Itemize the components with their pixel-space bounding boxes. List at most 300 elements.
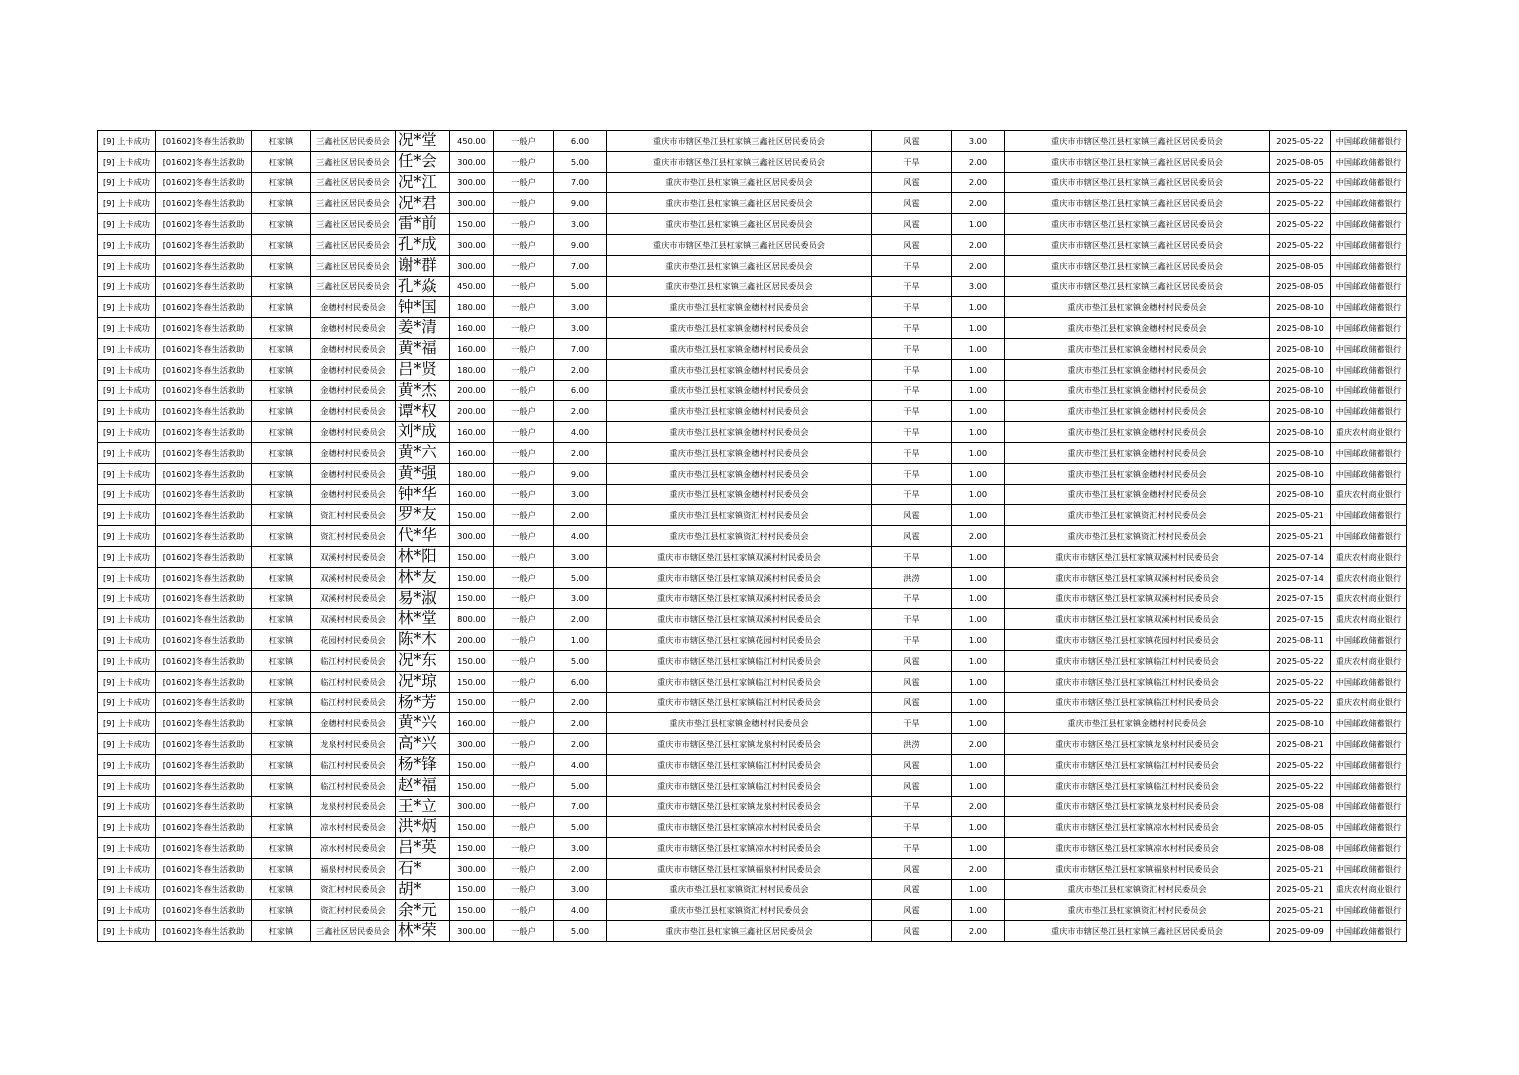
cell-unit: 重庆市市辖区垫江县杠家镇临江村村民委员会	[1005, 650, 1270, 671]
cell-project: [01602]冬春生活救助	[156, 900, 252, 921]
table-row	[98, 817, 1407, 838]
cell-bank: 中国邮政储蓄银行	[1331, 442, 1407, 463]
cell-date: 2025-05-21	[1270, 879, 1331, 900]
cell-size: 2.00	[554, 609, 607, 630]
cell-committee: 三鑫社区居民委员会	[311, 921, 396, 942]
cell-count: 3.00	[952, 276, 1005, 297]
cell-household-type: 一般户	[494, 214, 554, 235]
cell-household-type: 一般户	[494, 526, 554, 547]
cell-address: 重庆市垫江县杠家镇金穗村村民委员会	[607, 713, 872, 734]
cell-bank: 重庆农村商业银行	[1331, 692, 1407, 713]
cell-household-type: 一般户	[494, 131, 554, 152]
cell-date: 2025-08-10	[1270, 401, 1331, 422]
table-row	[98, 754, 1407, 775]
cell-project: [01602]冬春生活救助	[156, 775, 252, 796]
cell-disaster-type: 风雹	[872, 526, 952, 547]
cell-project: [01602]冬春生活救助	[156, 214, 252, 235]
cell-disaster-type: 干旱	[872, 442, 952, 463]
cell-address: 重庆市垫江县杠家镇金穗村村民委员会	[607, 318, 872, 339]
cell-status: [9] 上卡成功	[98, 858, 156, 879]
cell-status: [9] 上卡成功	[98, 713, 156, 734]
cell-name: 雷*前	[396, 214, 450, 235]
cell-town: 杠家镇	[252, 297, 311, 318]
cell-town: 杠家镇	[252, 255, 311, 276]
cell-size: 3.00	[554, 297, 607, 318]
cell-name: 杨*锋	[396, 754, 450, 775]
cell-date: 2025-07-15	[1270, 588, 1331, 609]
cell-town: 杠家镇	[252, 630, 311, 651]
cell-status: [9] 上卡成功	[98, 879, 156, 900]
cell-project: [01602]冬春生活救助	[156, 131, 252, 152]
cell-address: 重庆市垫江县杠家镇金穗村村民委员会	[607, 442, 872, 463]
cell-address: 重庆市市辖区垫江县杠家镇双溪村村民委员会	[607, 546, 872, 567]
cell-bank: 重庆农村商业银行	[1331, 567, 1407, 588]
cell-project: [01602]冬春生活救助	[156, 422, 252, 443]
cell-town: 杠家镇	[252, 796, 311, 817]
cell-bank: 重庆农村商业银行	[1331, 879, 1407, 900]
cell-project: [01602]冬春生活救助	[156, 692, 252, 713]
cell-household-type: 一般户	[494, 921, 554, 942]
cell-disaster-type: 风雹	[872, 131, 952, 152]
cell-disaster-type: 风雹	[872, 214, 952, 235]
cell-bank: 中国邮政储蓄银行	[1331, 526, 1407, 547]
cell-status: [9] 上卡成功	[98, 796, 156, 817]
table-row	[98, 214, 1407, 235]
cell-size: 5.00	[554, 276, 607, 297]
cell-name: 孔*成	[396, 234, 450, 255]
cell-disaster-type: 干旱	[872, 713, 952, 734]
cell-date: 2025-08-10	[1270, 297, 1331, 318]
relief-records-table	[97, 130, 1407, 942]
cell-address: 重庆市垫江县杠家镇资汇村村民委员会	[607, 900, 872, 921]
cell-status: [9] 上卡成功	[98, 151, 156, 172]
cell-disaster-type: 干旱	[872, 838, 952, 859]
cell-count: 2.00	[952, 526, 1005, 547]
cell-count: 1.00	[952, 650, 1005, 671]
cell-project: [01602]冬春生活救助	[156, 650, 252, 671]
cell-disaster-type: 风雹	[872, 858, 952, 879]
cell-committee: 临江村村民委员会	[311, 692, 396, 713]
cell-disaster-type: 干旱	[872, 380, 952, 401]
cell-disaster-type: 干旱	[872, 401, 952, 422]
cell-size: 5.00	[554, 921, 607, 942]
table-row	[98, 442, 1407, 463]
cell-unit: 重庆市市辖区垫江县杠家镇三鑫社区居民委员会	[1005, 921, 1270, 942]
cell-count: 2.00	[952, 151, 1005, 172]
cell-amount: 150.00	[450, 692, 494, 713]
cell-disaster-type: 风雹	[872, 505, 952, 526]
cell-unit: 重庆市垫江县杠家镇资汇村村民委员会	[1005, 526, 1270, 547]
cell-address: 重庆市垫江县杠家镇资汇村村民委员会	[607, 505, 872, 526]
cell-status: [9] 上卡成功	[98, 567, 156, 588]
table-row	[98, 380, 1407, 401]
cell-unit: 重庆市垫江县杠家镇金穗村村民委员会	[1005, 401, 1270, 422]
cell-committee: 金穗村村民委员会	[311, 484, 396, 505]
cell-name: 胡*	[396, 879, 450, 900]
cell-unit: 重庆市垫江县杠家镇金穗村村民委员会	[1005, 359, 1270, 380]
cell-town: 杠家镇	[252, 131, 311, 152]
cell-household-type: 一般户	[494, 713, 554, 734]
cell-unit: 重庆市市辖区垫江县杠家镇三鑫社区居民委员会	[1005, 214, 1270, 235]
cell-bank: 中国邮政储蓄银行	[1331, 505, 1407, 526]
cell-household-type: 一般户	[494, 338, 554, 359]
cell-bank: 中国邮政储蓄银行	[1331, 318, 1407, 339]
cell-committee: 三鑫社区居民委员会	[311, 151, 396, 172]
cell-address: 重庆市市辖区垫江县杠家镇双溪村村民委员会	[607, 588, 872, 609]
cell-date: 2025-08-05	[1270, 255, 1331, 276]
cell-size: 5.00	[554, 151, 607, 172]
cell-project: [01602]冬春生活救助	[156, 338, 252, 359]
cell-bank: 中国邮政储蓄银行	[1331, 734, 1407, 755]
cell-town: 杠家镇	[252, 214, 311, 235]
table-row	[98, 338, 1407, 359]
cell-amount: 300.00	[450, 151, 494, 172]
cell-bank: 重庆农村商业银行	[1331, 484, 1407, 505]
cell-disaster-type: 干旱	[872, 151, 952, 172]
cell-size: 7.00	[554, 796, 607, 817]
cell-size: 2.00	[554, 734, 607, 755]
cell-amount: 150.00	[450, 588, 494, 609]
cell-amount: 150.00	[450, 546, 494, 567]
cell-amount: 160.00	[450, 442, 494, 463]
cell-project: [01602]冬春生活救助	[156, 754, 252, 775]
cell-count: 1.00	[952, 380, 1005, 401]
cell-name: 林*阳	[396, 546, 450, 567]
table-row	[98, 234, 1407, 255]
cell-unit: 重庆市市辖区垫江县杠家镇三鑫社区居民委员会	[1005, 234, 1270, 255]
cell-size: 7.00	[554, 255, 607, 276]
cell-town: 杠家镇	[252, 775, 311, 796]
cell-disaster-type: 洪涝	[872, 567, 952, 588]
cell-count: 1.00	[952, 338, 1005, 359]
cell-size: 5.00	[554, 567, 607, 588]
cell-disaster-type: 洪涝	[872, 734, 952, 755]
cell-address: 重庆市市辖区垫江县杠家镇龙泉村村民委员会	[607, 734, 872, 755]
cell-size: 6.00	[554, 131, 607, 152]
cell-date: 2025-05-22	[1270, 131, 1331, 152]
cell-status: [9] 上卡成功	[98, 359, 156, 380]
cell-bank: 中国邮政储蓄银行	[1331, 255, 1407, 276]
table-row	[98, 546, 1407, 567]
cell-status: [9] 上卡成功	[98, 921, 156, 942]
cell-committee: 金穗村村民委员会	[311, 359, 396, 380]
table-row	[98, 900, 1407, 921]
cell-unit: 重庆市市辖区垫江县杠家镇凉水村村民委员会	[1005, 838, 1270, 859]
cell-date: 2025-05-22	[1270, 214, 1331, 235]
cell-bank: 中国邮政储蓄银行	[1331, 775, 1407, 796]
cell-bank: 中国邮政储蓄银行	[1331, 234, 1407, 255]
cell-project: [01602]冬春生活救助	[156, 817, 252, 838]
cell-size: 9.00	[554, 463, 607, 484]
cell-town: 杠家镇	[252, 463, 311, 484]
cell-disaster-type: 干旱	[872, 796, 952, 817]
table-row	[98, 775, 1407, 796]
cell-disaster-type: 干旱	[872, 338, 952, 359]
cell-project: [01602]冬春生活救助	[156, 671, 252, 692]
cell-status: [9] 上卡成功	[98, 422, 156, 443]
cell-date: 2025-05-22	[1270, 754, 1331, 775]
cell-bank: 中国邮政储蓄银行	[1331, 900, 1407, 921]
cell-status: [9] 上卡成功	[98, 338, 156, 359]
cell-town: 杠家镇	[252, 318, 311, 339]
cell-household-type: 一般户	[494, 734, 554, 755]
cell-disaster-type: 风雹	[872, 921, 952, 942]
cell-committee: 金穗村村民委员会	[311, 338, 396, 359]
cell-unit: 重庆市市辖区垫江县杠家镇三鑫社区居民委员会	[1005, 193, 1270, 214]
cell-name: 罗*友	[396, 505, 450, 526]
cell-household-type: 一般户	[494, 838, 554, 859]
cell-unit: 重庆市市辖区垫江县杠家镇双溪村村民委员会	[1005, 588, 1270, 609]
table-row	[98, 172, 1407, 193]
cell-project: [01602]冬春生活救助	[156, 858, 252, 879]
cell-project: [01602]冬春生活救助	[156, 796, 252, 817]
cell-date: 2025-05-22	[1270, 775, 1331, 796]
cell-project: [01602]冬春生活救助	[156, 359, 252, 380]
cell-committee: 双溪村村民委员会	[311, 588, 396, 609]
cell-project: [01602]冬春生活救助	[156, 921, 252, 942]
cell-amount: 160.00	[450, 318, 494, 339]
cell-status: [9] 上卡成功	[98, 692, 156, 713]
table-row	[98, 588, 1407, 609]
cell-town: 杠家镇	[252, 754, 311, 775]
cell-address: 重庆市市辖区垫江县杠家镇龙泉村村民委员会	[607, 796, 872, 817]
cell-project: [01602]冬春生活救助	[156, 172, 252, 193]
cell-name: 况*琼	[396, 671, 450, 692]
cell-date: 2025-05-22	[1270, 650, 1331, 671]
cell-status: [9] 上卡成功	[98, 900, 156, 921]
cell-household-type: 一般户	[494, 858, 554, 879]
cell-name: 王*立	[396, 796, 450, 817]
cell-town: 杠家镇	[252, 879, 311, 900]
cell-size: 9.00	[554, 234, 607, 255]
cell-unit: 重庆市垫江县杠家镇金穗村村民委员会	[1005, 442, 1270, 463]
cell-count: 2.00	[952, 734, 1005, 755]
cell-name: 林*堂	[396, 609, 450, 630]
cell-amount: 300.00	[450, 234, 494, 255]
cell-status: [9] 上卡成功	[98, 234, 156, 255]
cell-unit: 重庆市垫江县杠家镇资汇村村民委员会	[1005, 900, 1270, 921]
cell-address: 重庆市垫江县杠家镇金穗村村民委员会	[607, 484, 872, 505]
cell-name: 任*会	[396, 151, 450, 172]
cell-size: 7.00	[554, 172, 607, 193]
table-row	[98, 276, 1407, 297]
cell-address: 重庆市垫江县杠家镇三鑫社区居民委员会	[607, 172, 872, 193]
cell-unit: 重庆市垫江县杠家镇资汇村村民委员会	[1005, 505, 1270, 526]
cell-town: 杠家镇	[252, 422, 311, 443]
cell-date: 2025-05-22	[1270, 172, 1331, 193]
cell-disaster-type: 干旱	[872, 484, 952, 505]
cell-size: 9.00	[554, 193, 607, 214]
cell-count: 1.00	[952, 463, 1005, 484]
cell-bank: 中国邮政储蓄银行	[1331, 359, 1407, 380]
cell-size: 2.00	[554, 359, 607, 380]
cell-unit: 重庆市市辖区垫江县杠家镇临江村村民委员会	[1005, 692, 1270, 713]
cell-bank: 中国邮政储蓄银行	[1331, 380, 1407, 401]
table-row	[98, 858, 1407, 879]
table-row	[98, 734, 1407, 755]
cell-amount: 150.00	[450, 817, 494, 838]
cell-unit: 重庆市市辖区垫江县杠家镇临江村村民委员会	[1005, 671, 1270, 692]
cell-bank: 中国邮政储蓄银行	[1331, 671, 1407, 692]
cell-name: 钟*国	[396, 297, 450, 318]
cell-name: 陈*木	[396, 630, 450, 651]
cell-committee: 龙泉村村民委员会	[311, 796, 396, 817]
cell-disaster-type: 风雹	[872, 775, 952, 796]
cell-name: 黄*六	[396, 442, 450, 463]
cell-address: 重庆市垫江县杠家镇金穗村村民委员会	[607, 359, 872, 380]
cell-address: 重庆市垫江县杠家镇金穗村村民委员会	[607, 422, 872, 443]
cell-size: 3.00	[554, 214, 607, 235]
cell-name: 黄*兴	[396, 713, 450, 734]
cell-project: [01602]冬春生活救助	[156, 234, 252, 255]
cell-town: 杠家镇	[252, 567, 311, 588]
cell-name: 况*东	[396, 650, 450, 671]
cell-amount: 150.00	[450, 879, 494, 900]
cell-name: 吕*英	[396, 838, 450, 859]
cell-status: [9] 上卡成功	[98, 734, 156, 755]
cell-household-type: 一般户	[494, 630, 554, 651]
cell-amount: 150.00	[450, 214, 494, 235]
cell-project: [01602]冬春生活救助	[156, 588, 252, 609]
cell-project: [01602]冬春生活救助	[156, 380, 252, 401]
cell-committee: 金穗村村民委员会	[311, 713, 396, 734]
cell-count: 1.00	[952, 297, 1005, 318]
cell-project: [01602]冬春生活救助	[156, 609, 252, 630]
cell-address: 重庆市市辖区垫江县杠家镇凉水村村民委员会	[607, 838, 872, 859]
cell-household-type: 一般户	[494, 172, 554, 193]
cell-status: [9] 上卡成功	[98, 484, 156, 505]
cell-amount: 180.00	[450, 463, 494, 484]
cell-bank: 重庆农村商业银行	[1331, 422, 1407, 443]
cell-address: 重庆市垫江县杠家镇三鑫社区居民委员会	[607, 214, 872, 235]
cell-town: 杠家镇	[252, 734, 311, 755]
cell-name: 赵*福	[396, 775, 450, 796]
cell-committee: 三鑫社区居民委员会	[311, 255, 396, 276]
cell-count: 1.00	[952, 775, 1005, 796]
cell-amount: 160.00	[450, 422, 494, 443]
cell-committee: 花园村村民委员会	[311, 630, 396, 651]
cell-household-type: 一般户	[494, 484, 554, 505]
cell-town: 杠家镇	[252, 338, 311, 359]
cell-town: 杠家镇	[252, 838, 311, 859]
cell-town: 杠家镇	[252, 858, 311, 879]
cell-bank: 中国邮政储蓄银行	[1331, 713, 1407, 734]
cell-disaster-type: 干旱	[872, 255, 952, 276]
table-row	[98, 151, 1407, 172]
cell-town: 杠家镇	[252, 671, 311, 692]
cell-count: 2.00	[952, 255, 1005, 276]
table-row	[98, 463, 1407, 484]
cell-disaster-type: 风雹	[872, 193, 952, 214]
cell-count: 1.00	[952, 817, 1005, 838]
cell-project: [01602]冬春生活救助	[156, 255, 252, 276]
cell-unit: 重庆市市辖区垫江县杠家镇双溪村村民委员会	[1005, 609, 1270, 630]
table-row	[98, 255, 1407, 276]
cell-town: 杠家镇	[252, 359, 311, 380]
cell-address: 重庆市市辖区垫江县杠家镇临江村村民委员会	[607, 650, 872, 671]
cell-town: 杠家镇	[252, 609, 311, 630]
cell-disaster-type: 干旱	[872, 588, 952, 609]
cell-date: 2025-08-10	[1270, 484, 1331, 505]
cell-date: 2025-09-09	[1270, 921, 1331, 942]
table-row	[98, 505, 1407, 526]
cell-date: 2025-05-21	[1270, 858, 1331, 879]
cell-project: [01602]冬春生活救助	[156, 567, 252, 588]
cell-size: 4.00	[554, 422, 607, 443]
cell-unit: 重庆市市辖区垫江县杠家镇龙泉村村民委员会	[1005, 796, 1270, 817]
cell-unit: 重庆市垫江县杠家镇金穗村村民委员会	[1005, 713, 1270, 734]
cell-name: 余*元	[396, 900, 450, 921]
cell-disaster-type: 干旱	[872, 422, 952, 443]
cell-unit: 重庆市垫江县杠家镇金穗村村民委员会	[1005, 297, 1270, 318]
cell-town: 杠家镇	[252, 234, 311, 255]
table-row	[98, 484, 1407, 505]
cell-status: [9] 上卡成功	[98, 546, 156, 567]
cell-project: [01602]冬春生活救助	[156, 193, 252, 214]
cell-town: 杠家镇	[252, 193, 311, 214]
cell-bank: 中国邮政储蓄银行	[1331, 131, 1407, 152]
cell-date: 2025-08-10	[1270, 380, 1331, 401]
cell-size: 3.00	[554, 588, 607, 609]
table-row	[98, 359, 1407, 380]
cell-project: [01602]冬春生活救助	[156, 151, 252, 172]
cell-name: 钟*华	[396, 484, 450, 505]
cell-address: 重庆市市辖区垫江县杠家镇三鑫社区居民委员会	[607, 151, 872, 172]
cell-status: [9] 上卡成功	[98, 380, 156, 401]
cell-status: [9] 上卡成功	[98, 297, 156, 318]
cell-amount: 200.00	[450, 380, 494, 401]
cell-household-type: 一般户	[494, 796, 554, 817]
cell-amount: 200.00	[450, 630, 494, 651]
cell-status: [9] 上卡成功	[98, 463, 156, 484]
table-row	[98, 713, 1407, 734]
cell-bank: 中国邮政储蓄银行	[1331, 838, 1407, 859]
cell-disaster-type: 干旱	[872, 318, 952, 339]
table-row	[98, 630, 1407, 651]
cell-disaster-type: 干旱	[872, 817, 952, 838]
cell-address: 重庆市垫江县杠家镇三鑫社区居民委员会	[607, 255, 872, 276]
cell-amount: 150.00	[450, 900, 494, 921]
cell-count: 1.00	[952, 422, 1005, 443]
cell-size: 5.00	[554, 817, 607, 838]
cell-date: 2025-08-05	[1270, 276, 1331, 297]
cell-committee: 金穗村村民委员会	[311, 380, 396, 401]
cell-count: 2.00	[952, 172, 1005, 193]
cell-committee: 资汇村村民委员会	[311, 526, 396, 547]
cell-committee: 福泉村村民委员会	[311, 858, 396, 879]
cell-bank: 中国邮政储蓄银行	[1331, 921, 1407, 942]
cell-unit: 重庆市市辖区垫江县杠家镇三鑫社区居民委员会	[1005, 151, 1270, 172]
cell-size: 3.00	[554, 484, 607, 505]
cell-household-type: 一般户	[494, 900, 554, 921]
cell-disaster-type: 风雹	[872, 879, 952, 900]
table-body	[98, 131, 1407, 942]
cell-household-type: 一般户	[494, 359, 554, 380]
cell-committee: 资汇村村民委员会	[311, 505, 396, 526]
cell-size: 5.00	[554, 650, 607, 671]
cell-status: [9] 上卡成功	[98, 442, 156, 463]
cell-size: 4.00	[554, 526, 607, 547]
cell-date: 2025-08-05	[1270, 151, 1331, 172]
cell-unit: 重庆市垫江县杠家镇金穗村村民委员会	[1005, 484, 1270, 505]
cell-status: [9] 上卡成功	[98, 526, 156, 547]
cell-date: 2025-08-05	[1270, 817, 1331, 838]
cell-household-type: 一般户	[494, 879, 554, 900]
cell-household-type: 一般户	[494, 276, 554, 297]
cell-count: 1.00	[952, 630, 1005, 651]
cell-name: 黄*福	[396, 338, 450, 359]
cell-committee: 双溪村村民委员会	[311, 609, 396, 630]
